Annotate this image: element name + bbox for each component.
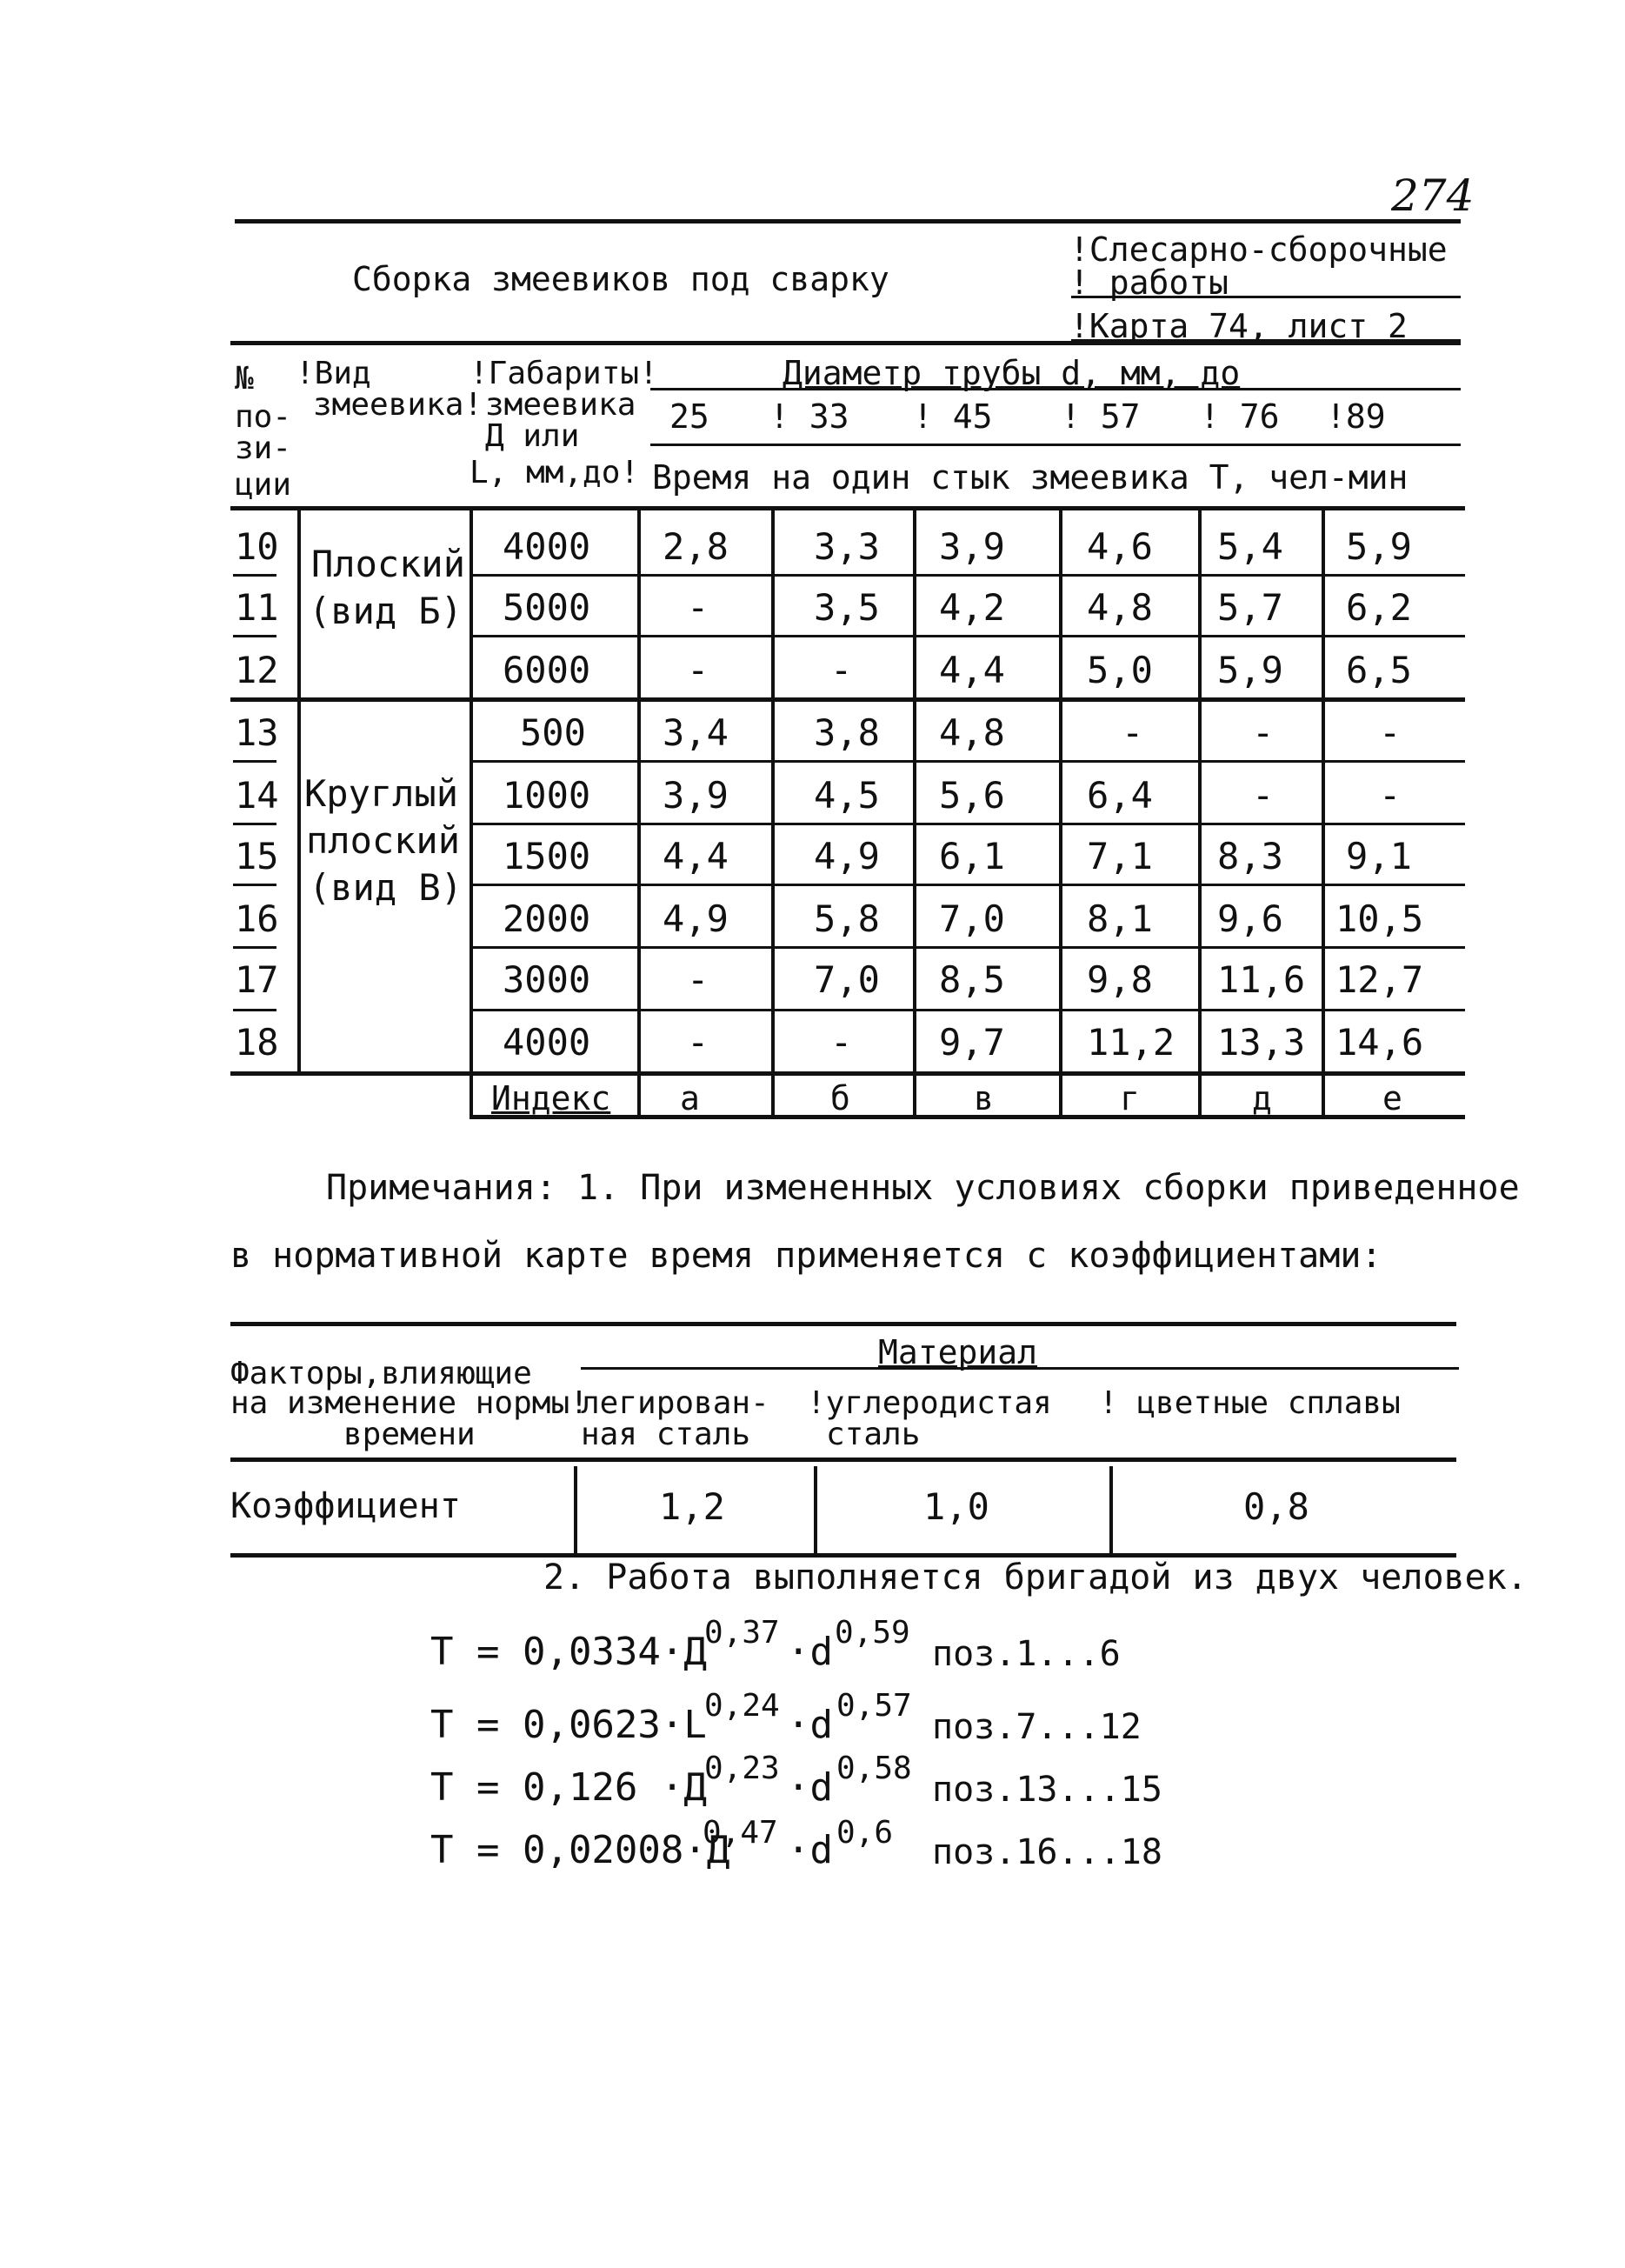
time-header: Время на один стык змеевика Т, чел-мин xyxy=(652,458,1409,497)
page-number: 274 xyxy=(1391,170,1475,221)
diameter-rule xyxy=(650,388,1461,390)
table-top-rule xyxy=(230,341,1461,345)
work-type-line1: !Слесарно-сборочные xyxy=(1069,230,1448,269)
diameter-25: 25 xyxy=(669,397,709,436)
diameter-header: Диаметр трубы d, мм, до xyxy=(783,354,1241,392)
work-type-line2: ! работы xyxy=(1069,263,1229,302)
note-1-line1: Примечания: 1. При измененных условиях сборки приведенное xyxy=(326,1168,1520,1208)
header-bottom-rule xyxy=(230,506,1465,510)
diameter-76: ! 76 xyxy=(1200,397,1280,436)
card-number: !Карта 74, лист 2 xyxy=(1069,307,1408,345)
diameter-45: ! 45 xyxy=(913,397,993,436)
coef-top-rule xyxy=(230,1322,1456,1326)
note-2: 2. Работа выполняется бригадой из двух человек. xyxy=(543,1558,1528,1598)
coef-header-rule xyxy=(230,1458,1456,1462)
material-header: Материал xyxy=(878,1333,1038,1371)
material-rule xyxy=(581,1367,1459,1370)
diameter-89: !89 xyxy=(1326,397,1386,436)
diameter-33: ! 33 xyxy=(769,397,849,436)
diameter-57: ! 57 xyxy=(1061,397,1141,436)
top-rule xyxy=(235,219,1461,223)
doc-title: Сборка змеевиков под сварку xyxy=(352,260,889,298)
diameter-values-rule xyxy=(650,444,1461,446)
note-1-line2: в нормативной карте время применяется с коэффициентами: xyxy=(230,1236,1382,1276)
work-type-rule xyxy=(1071,296,1461,298)
